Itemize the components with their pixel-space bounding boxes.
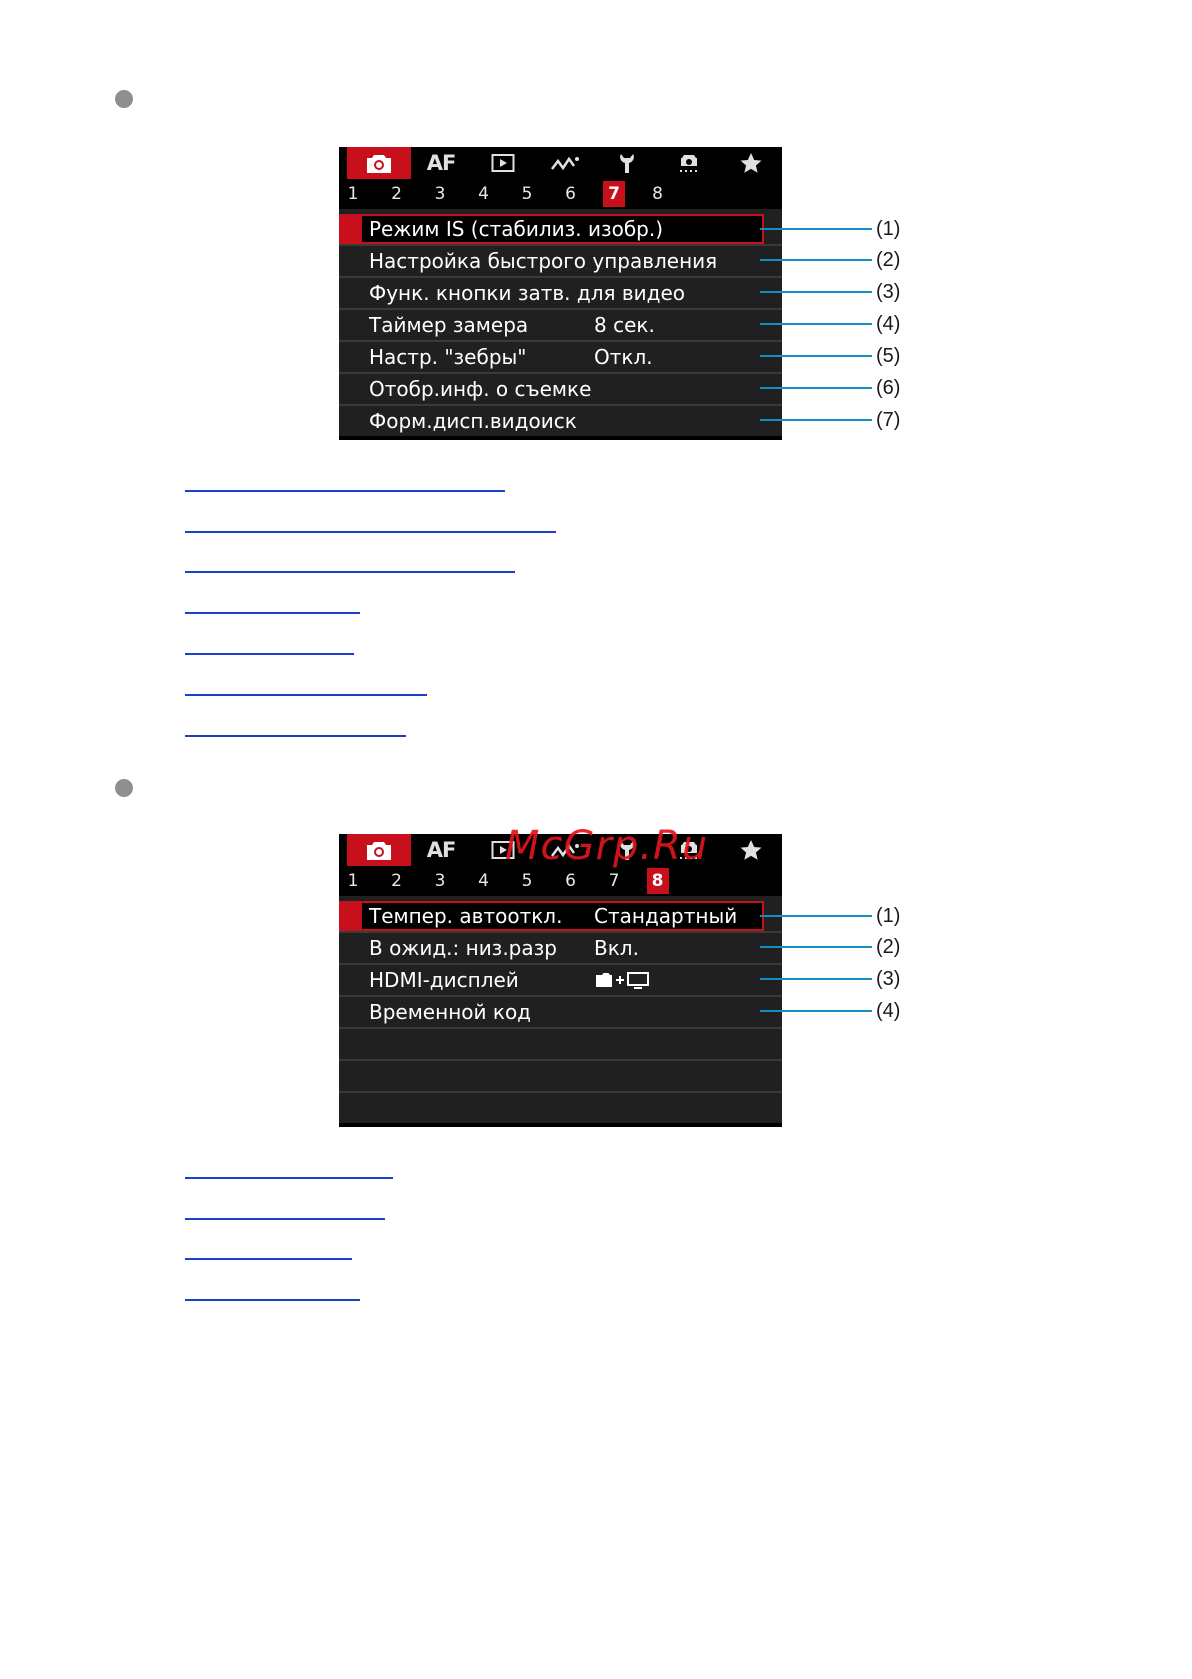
tab-camera-icon[interactable] bbox=[347, 147, 411, 179]
custom-functions-icon bbox=[677, 152, 701, 174]
tab-wireless-icon[interactable] bbox=[533, 147, 597, 179]
link-underline[interactable] bbox=[185, 694, 427, 696]
menu-page-numbers bbox=[339, 179, 782, 209]
wrench-icon bbox=[617, 152, 637, 174]
link-underline[interactable] bbox=[185, 1258, 352, 1260]
section-bullet-1 bbox=[115, 90, 133, 108]
link-underline[interactable] bbox=[185, 612, 360, 614]
link-underline[interactable] bbox=[185, 1177, 393, 1179]
callout-number: (6) bbox=[876, 377, 901, 399]
menu-item[interactable] bbox=[339, 340, 782, 372]
page-4[interactable]: 4 bbox=[478, 871, 489, 891]
page-5[interactable]: 5 bbox=[521, 184, 533, 204]
callout-number: (1) bbox=[876, 218, 901, 240]
callout-number: (5) bbox=[876, 345, 901, 367]
link-underline[interactable] bbox=[185, 735, 406, 737]
callout-line bbox=[760, 1010, 872, 1012]
page-2[interactable]: 2 bbox=[391, 871, 402, 891]
tab-af[interactable] bbox=[409, 147, 473, 179]
star-icon bbox=[739, 839, 763, 861]
menu-item[interactable] bbox=[339, 995, 782, 1027]
tab-camera-icon[interactable] bbox=[347, 834, 411, 866]
page-6[interactable]: 6 bbox=[565, 871, 576, 891]
menu-page-numbers bbox=[339, 866, 782, 896]
menu-item-label: Настр. "зебры" bbox=[369, 345, 527, 369]
link-underline[interactable] bbox=[185, 490, 505, 492]
page-6[interactable]: 6 bbox=[565, 184, 576, 204]
menu-items bbox=[339, 209, 782, 436]
callout-line bbox=[760, 978, 872, 980]
page-4[interactable]: 4 bbox=[478, 184, 489, 204]
menu-item[interactable] bbox=[339, 214, 782, 244]
callout-line bbox=[760, 387, 872, 389]
camera-plus-monitor-icon bbox=[594, 969, 658, 991]
page-8[interactable]: 8 bbox=[647, 868, 669, 894]
callout-number: (4) bbox=[876, 1000, 901, 1022]
tab-custom-functions-icon[interactable] bbox=[657, 147, 721, 179]
page-2[interactable]: 2 bbox=[391, 184, 402, 204]
section-bullet-2 bbox=[115, 779, 133, 797]
camera-menu-screen-1 bbox=[339, 147, 782, 440]
page-3[interactable]: 3 bbox=[434, 871, 446, 891]
link-underline[interactable] bbox=[185, 1218, 385, 1220]
menu-item[interactable] bbox=[339, 276, 782, 308]
tab-label: AF bbox=[426, 838, 456, 862]
callout-number: (7) bbox=[876, 409, 901, 431]
menu-item-value: Вкл. bbox=[594, 936, 639, 960]
menu-items bbox=[339, 896, 782, 1123]
menu-item-value: 8 сек. bbox=[594, 313, 655, 337]
menu-item-label: Форм.дисп.видоиск bbox=[369, 409, 577, 433]
menu-item-label: Временной код bbox=[369, 1000, 532, 1024]
menu-item-label: Настройка быстрого управления bbox=[369, 249, 718, 273]
callout-line bbox=[760, 228, 872, 230]
tab-label: AF bbox=[426, 151, 456, 175]
menu-tabs bbox=[339, 147, 782, 179]
callout-line bbox=[760, 323, 872, 325]
menu-item-value: Стандартный bbox=[594, 904, 738, 928]
tab-star-icon[interactable] bbox=[719, 147, 783, 179]
tab-star-icon[interactable] bbox=[719, 834, 783, 866]
page-7[interactable]: 7 bbox=[603, 181, 625, 207]
camera-icon bbox=[365, 839, 393, 861]
menu-item[interactable] bbox=[339, 308, 782, 340]
callout-number: (3) bbox=[876, 968, 901, 990]
menu-item-label: В ожид.: низ.разр bbox=[369, 936, 557, 960]
watermark: McGrp.Ru bbox=[505, 823, 709, 869]
callout-line bbox=[760, 915, 872, 917]
menu-item-label: Функ. кнопки затв. для видео bbox=[369, 281, 686, 305]
link-underline[interactable] bbox=[185, 653, 354, 655]
page-7[interactable]: 7 bbox=[608, 871, 620, 891]
tab-playback-icon[interactable] bbox=[471, 147, 535, 179]
menu-item[interactable] bbox=[339, 244, 782, 276]
menu-item-label: Таймер замера bbox=[369, 313, 529, 337]
page-1[interactable]: 1 bbox=[347, 184, 359, 204]
menu-item-label: HDMI-дисплей bbox=[369, 968, 519, 992]
page-5[interactable]: 5 bbox=[521, 871, 533, 891]
menu-item[interactable] bbox=[339, 372, 782, 404]
callout-number: (2) bbox=[876, 936, 901, 958]
menu-item bbox=[339, 1091, 782, 1123]
wireless-icon bbox=[550, 153, 580, 173]
callout-number: (2) bbox=[876, 249, 901, 271]
callout-line bbox=[760, 291, 872, 293]
menu-item bbox=[339, 1027, 782, 1059]
menu-item-value: Откл. bbox=[594, 345, 653, 369]
tab-wrench-icon[interactable] bbox=[595, 147, 659, 179]
tab-af[interactable] bbox=[409, 834, 473, 866]
menu-item bbox=[339, 1059, 782, 1091]
star-icon bbox=[739, 152, 763, 174]
page-3[interactable]: 3 bbox=[434, 184, 446, 204]
link-underline[interactable] bbox=[185, 1299, 360, 1301]
page-1[interactable]: 1 bbox=[347, 871, 359, 891]
callout-number: (3) bbox=[876, 281, 901, 303]
menu-item[interactable] bbox=[339, 931, 782, 963]
menu-item[interactable] bbox=[339, 963, 782, 995]
link-underline[interactable] bbox=[185, 571, 515, 573]
menu-item-label: Темпер. автооткл. bbox=[369, 904, 563, 928]
callout-number: (1) bbox=[876, 905, 901, 927]
link-underline[interactable] bbox=[185, 531, 556, 533]
menu-item[interactable] bbox=[339, 404, 782, 436]
callout-line bbox=[760, 946, 872, 948]
menu-item[interactable] bbox=[339, 901, 782, 931]
camera-icon bbox=[365, 152, 393, 174]
page-8[interactable]: 8 bbox=[652, 184, 663, 204]
callout-number: (4) bbox=[876, 313, 901, 335]
callout-line bbox=[760, 259, 872, 261]
callout-line bbox=[760, 419, 872, 421]
menu-item-label: Режим IS (стабилиз. изобр.) bbox=[369, 217, 664, 241]
callout-line bbox=[760, 355, 872, 357]
playback-icon bbox=[491, 153, 515, 173]
menu-item-label: Отобр.инф. о съемке bbox=[369, 377, 592, 401]
camera-menu-screen-2 bbox=[339, 834, 782, 1127]
